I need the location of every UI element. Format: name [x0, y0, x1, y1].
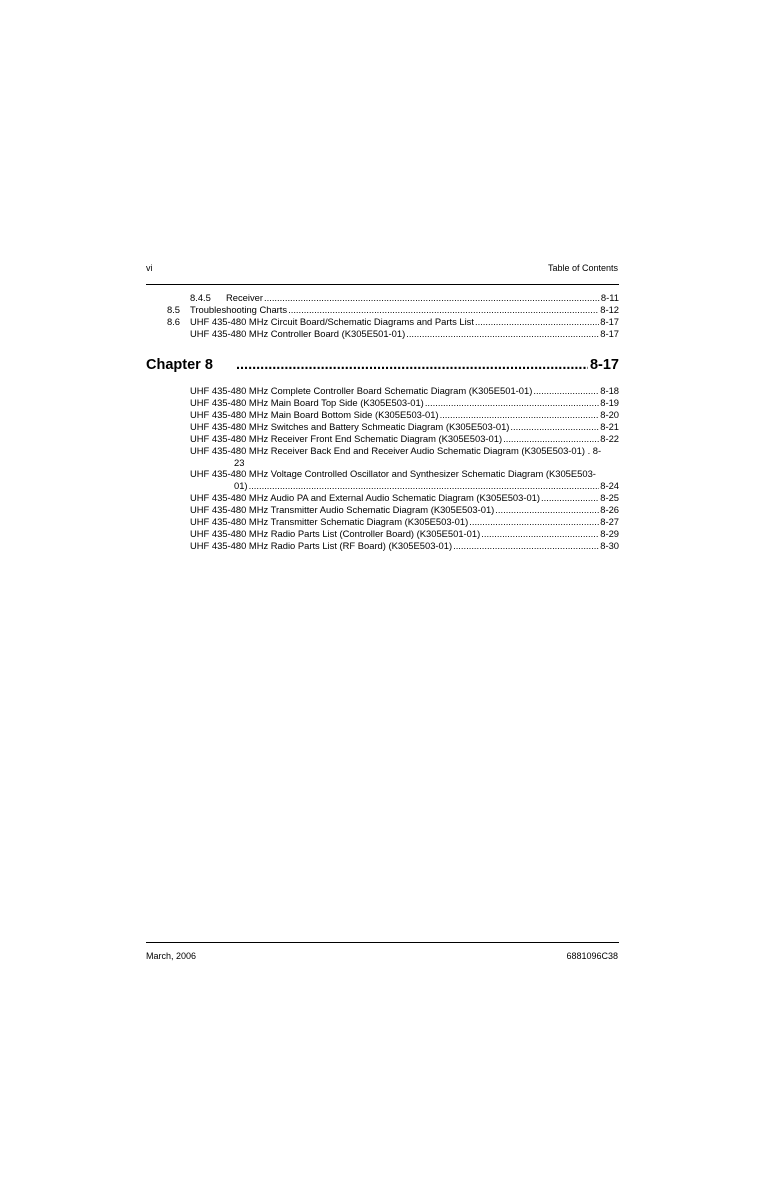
toc-leader-dots [475, 316, 599, 328]
chapter-title: Chapter 8 [146, 357, 213, 373]
toc-entry-title: UHF 435-480 MHz Main Board Top Side (K305E503-01) [190, 397, 424, 408]
toc-entry-page: 8-29 [600, 528, 619, 539]
toc-entry-line [226, 292, 619, 304]
toc-entry-chapter-item[interactable] [146, 504, 619, 516]
toc-entry-chapter-item[interactable] [146, 433, 619, 445]
toc-entry-title: UHF 435-480 MHz Receiver Front End Schematic Diagram (K305E503-01) [190, 433, 503, 444]
toc-entry-line [190, 328, 619, 340]
toc-entry-page: 8-17 [600, 316, 619, 327]
toc-entry-title-line1: UHF 435-480 MHz Receiver Back End and Receiver Audio Schematic Diagram (K305E503-01) . 8- [190, 445, 602, 456]
toc-entry-line [190, 421, 619, 433]
toc-entry-page: 8-25 [600, 492, 619, 503]
toc-entry-chapter-item[interactable] [146, 385, 619, 397]
toc-entry-line [190, 528, 619, 540]
toc-entry-controller-board[interactable] [146, 328, 619, 340]
toc-entry-chapter-item[interactable] [146, 409, 619, 421]
toc-entry-line [190, 504, 619, 516]
toc-entry-title: UHF 435-480 MHz Audio PA and External Audio Schematic Diagram (K305E503-01) [190, 492, 541, 503]
toc-entry-number: 8.4.5 [190, 292, 211, 303]
toc-leader-dots [503, 433, 599, 445]
header-page-number: vi [146, 263, 153, 273]
toc-leader-dots [425, 397, 599, 409]
toc-entry-chapter-item[interactable] [146, 492, 619, 504]
toc-leader-dots [495, 504, 599, 516]
toc-entry-chapter-item[interactable] [146, 528, 619, 540]
toc-entry-title: UHF 435-480 MHz Controller Board (K305E501-01) [190, 328, 406, 339]
toc-entry-line [190, 433, 619, 445]
footer-date: March, 2006 [146, 951, 197, 961]
toc-entry-page: 8-11 [600, 292, 619, 303]
toc-entry-title: UHF 435-480 MHz Complete Controller Board Schematic Diagram (K305E501-01) [190, 385, 533, 396]
toc-leader-dots [440, 409, 600, 421]
toc-entry-line [190, 397, 619, 409]
toc-leader-dots [469, 516, 599, 528]
toc-leader-dots [533, 385, 599, 397]
toc-entry-page: 8-19 [600, 397, 619, 408]
toc-entry-line [190, 516, 619, 528]
toc-entry-line [190, 316, 619, 328]
toc-entry-line [190, 540, 619, 552]
toc-entry-title: UHF 435-480 MHz Switches and Battery Schmeatic Diagram (K305E503-01) [190, 421, 510, 432]
toc-entry-number: 8.5 [166, 304, 180, 315]
toc-entry-page: 8-20 [600, 409, 619, 420]
toc-entry-title-line2: 01) [234, 480, 248, 491]
toc-entry-title-line2: 23 [234, 457, 245, 468]
toc-entry-title: UHF 435-480 MHz Circuit Board/Schematic Diagrams and Parts List [190, 316, 474, 327]
toc-entry-8-4-5[interactable] [146, 292, 619, 304]
toc-leader-dots [481, 528, 599, 540]
toc-entry-line [190, 409, 619, 421]
toc-entry-line [190, 385, 619, 397]
toc-entry-line [190, 304, 619, 316]
toc-entry-title: UHF 435-480 MHz Radio Parts List (RF Board) (K305E503-01) [190, 540, 453, 551]
footer-rule [146, 942, 619, 943]
toc-entry-page: 8-18 [600, 385, 619, 396]
toc-entry-line [234, 480, 619, 492]
toc-entry-title-line1: UHF 435-480 MHz Voltage Controlled Oscillator and Synthesizer Schematic Diagram (K305E503- [190, 468, 596, 479]
header-section-title: Table of Contents [547, 263, 618, 273]
toc-leader-dots [264, 292, 600, 304]
toc-entry-page: 8-26 [600, 504, 619, 515]
toc-entry-page: 8-30 [600, 540, 619, 551]
toc-entry-title: UHF 435-480 MHz Radio Parts List (Controller Board) (K305E501-01) [190, 528, 481, 539]
toc-entry-page: 8-17 [600, 328, 619, 339]
footer-document-number: 6881096C38 [566, 951, 618, 961]
toc-entry-chapter-item[interactable] [146, 516, 619, 528]
toc-entry-page: 8-22 [600, 433, 619, 444]
toc-entry-title: Troubleshooting Charts [190, 304, 288, 315]
toc-leader-dots [453, 540, 599, 552]
toc-leader-dots [510, 421, 599, 433]
toc-entry-chapter-item[interactable] [146, 540, 619, 552]
toc-entry-page: 8-27 [600, 516, 619, 527]
header-rule [146, 284, 619, 285]
toc-entry-chapter-item[interactable] [146, 397, 619, 409]
toc-leader-dots [249, 480, 600, 492]
toc-entry-title: UHF 435-480 MHz Main Board Bottom Side (K305E503-01) [190, 409, 439, 420]
toc-entry-number: 8.6 [166, 316, 180, 327]
toc-entry-line [190, 492, 619, 504]
chapter-heading[interactable] [146, 357, 619, 375]
toc-entry-8-5[interactable] [146, 304, 619, 316]
toc-entry-title: UHF 435-480 MHz Transmitter Schematic Diagram (K305E503-01) [190, 516, 469, 527]
toc-leader-dots [541, 492, 599, 504]
toc-entry-page: 8-21 [600, 421, 619, 432]
toc-entry-title: Receiver [226, 292, 263, 303]
toc-entry-title: UHF 435-480 MHz Transmitter Audio Schematic Diagram (K305E503-01) [190, 504, 495, 515]
toc-entry-line2 [234, 480, 619, 492]
toc-entry-page: 8-24 [600, 480, 619, 491]
toc-entry-8-6[interactable] [146, 316, 619, 328]
toc-entry-page: 8-12 [600, 304, 619, 315]
chapter-page: 8-17 [589, 357, 619, 373]
toc-leader-dots [288, 304, 599, 316]
toc-leader-dots [406, 328, 599, 340]
toc-entry-chapter-item[interactable] [146, 421, 619, 433]
chapter-leader-dots [236, 357, 588, 373]
